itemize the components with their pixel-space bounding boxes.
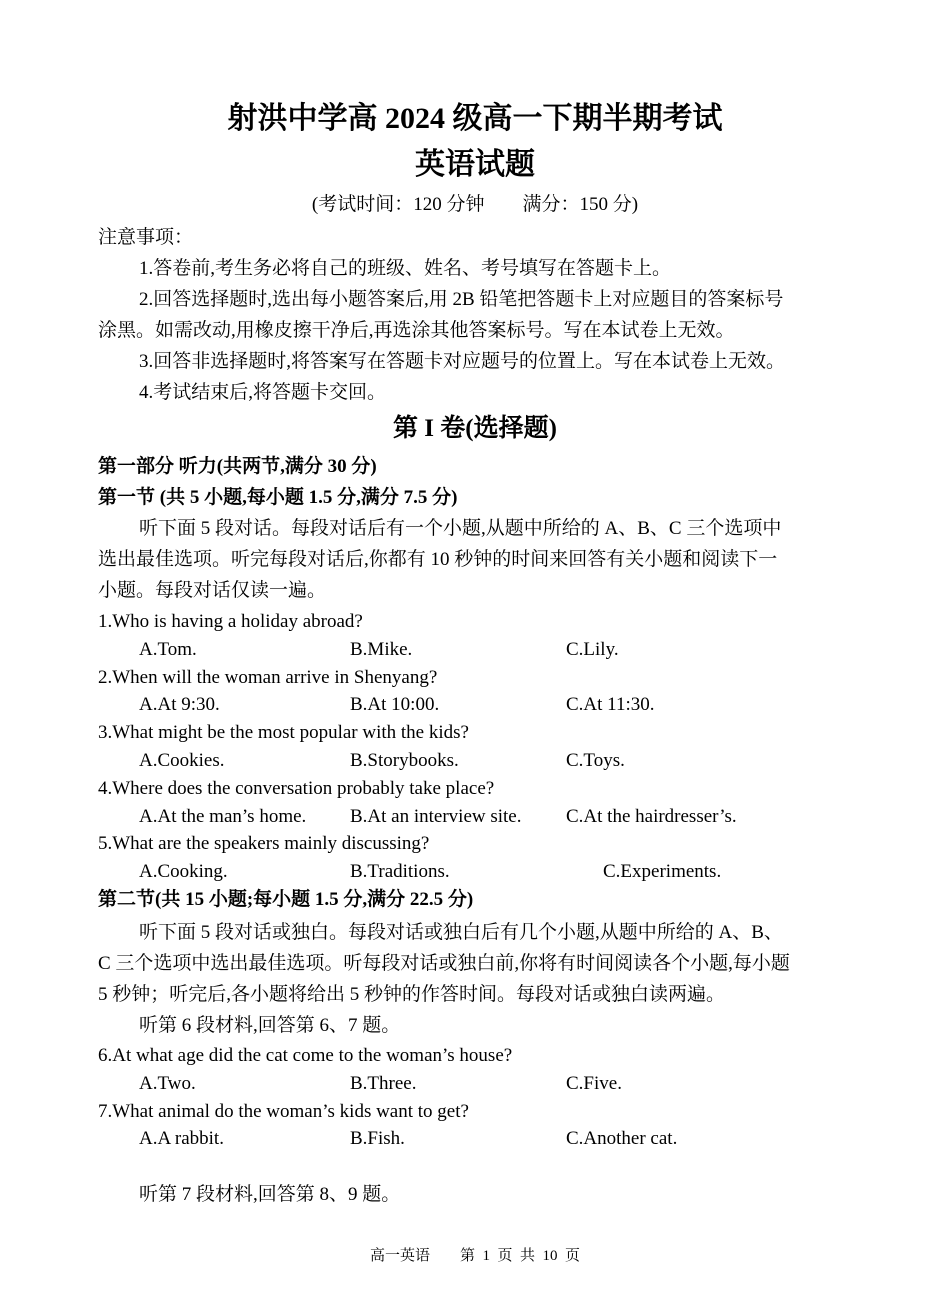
question-stem: 4.Where does the conversation probably take place? <box>98 778 495 799</box>
option-a: A.At 9:30. <box>139 694 220 715</box>
note-item: 涂黑。如需改动,用橡皮擦干净后,再选涂其他答案标号。写在本试卷上无效。 <box>98 320 735 341</box>
section2-instruction: 5 秒钟；听完后,各小题将给出 5 秒钟的作答时间。每段对话或独白读两遍。 <box>98 984 726 1005</box>
material-instruction: 听第 7 段材料,回答第 8、9 题。 <box>139 1184 401 1205</box>
option-a: A.At the man’s home. <box>139 806 307 827</box>
option-b: B.Storybooks. <box>350 750 459 771</box>
section1-instruction: 听下面 5 段对话。每段对话后有一个小题,从题中所给的 A、B、C 三个选项中 <box>139 518 782 539</box>
option-b: B.Fish. <box>350 1128 405 1149</box>
option-c: C.At 11:30. <box>566 694 655 715</box>
note-item: 3.回答非选择题时,将答案写在答题卡对应题号的位置上。写在本试卷上无效。 <box>139 351 786 372</box>
question-stem: 7.What animal do the woman’s kids want to get? <box>98 1101 469 1122</box>
note-item: 2.回答选择题时,选出每小题答案后,用 2B 铅笔把答题卡上对应题目的答案标号 <box>139 289 784 310</box>
exam-info: (考试时间：120 分钟 满分：150 分) <box>311 194 639 215</box>
part1-title: 第一部分 听力(共两节,满分 30 分) <box>98 456 377 477</box>
exam-title: 射洪中学高 2024 级高一下期半期考试 <box>227 102 723 135</box>
option-c: C.At the hairdresser’s. <box>566 806 737 827</box>
question-stem: 1.Who is having a holiday abroad? <box>98 611 363 632</box>
option-a: A.Tom. <box>139 639 197 660</box>
question-stem: 6.At what age did the cat come to the woman’s house? <box>98 1045 513 1066</box>
option-b: B.Three. <box>350 1073 417 1094</box>
notes-heading: 注意事项： <box>98 227 194 248</box>
section2-instruction: 听下面 5 段对话或独白。每段对话或独白后有几个小题,从题中所给的 A、B、 <box>139 922 783 943</box>
option-b: B.At 10:00. <box>350 694 440 715</box>
question-stem: 5.What are the speakers mainly discussing? <box>98 833 430 854</box>
volume-title: 第 I 卷(选择题) <box>393 415 557 442</box>
section2-title: 第二节(共 15 小题;每小题 1.5 分,满分 22.5 分) <box>98 889 474 910</box>
page-footer: 高一英语 第 1 页 共 10 页 <box>369 1248 580 1264</box>
section1-instruction: 小题。每段对话仅读一遍。 <box>98 580 327 601</box>
option-c: C.Five. <box>566 1073 622 1094</box>
option-a: A.A rabbit. <box>139 1128 224 1149</box>
note-item: 4.考试结束后,将答题卡交回。 <box>139 382 387 403</box>
option-a: A.Two. <box>139 1073 196 1094</box>
note-item: 1.答卷前,考生务必将自己的班级、姓名、考号填写在答题卡上。 <box>139 258 672 279</box>
option-a: A.Cooking. <box>139 861 228 882</box>
option-b: B.Mike. <box>350 639 413 660</box>
option-c: C.Lily. <box>566 639 619 660</box>
exam-subject: 英语试题 <box>415 148 535 181</box>
option-b: B.At an interview site. <box>350 806 522 827</box>
section2-instruction: C 三个选项中选出最佳选项。听每段对话或独白前,你将有时间阅读各个小题,每小题 <box>98 953 790 974</box>
option-c: C.Experiments. <box>603 861 722 882</box>
option-c: C.Another cat. <box>566 1128 678 1149</box>
option-b: B.Traditions. <box>350 861 450 882</box>
question-stem: 3.What might be the most popular with the kids? <box>98 722 469 743</box>
section1-title: 第一节 (共 5 小题,每小题 1.5 分,满分 7.5 分) <box>98 487 458 508</box>
option-c: C.Toys. <box>566 750 625 771</box>
material-instruction: 听第 6 段材料,回答第 6、7 题。 <box>139 1015 401 1036</box>
question-stem: 2.When will the woman arrive in Shenyang? <box>98 667 438 688</box>
section1-instruction: 选出最佳选项。听完每段对话后,你都有 10 秒钟的时间来回答有关小题和阅读下一 <box>98 549 778 570</box>
option-a: A.Cookies. <box>139 750 225 771</box>
